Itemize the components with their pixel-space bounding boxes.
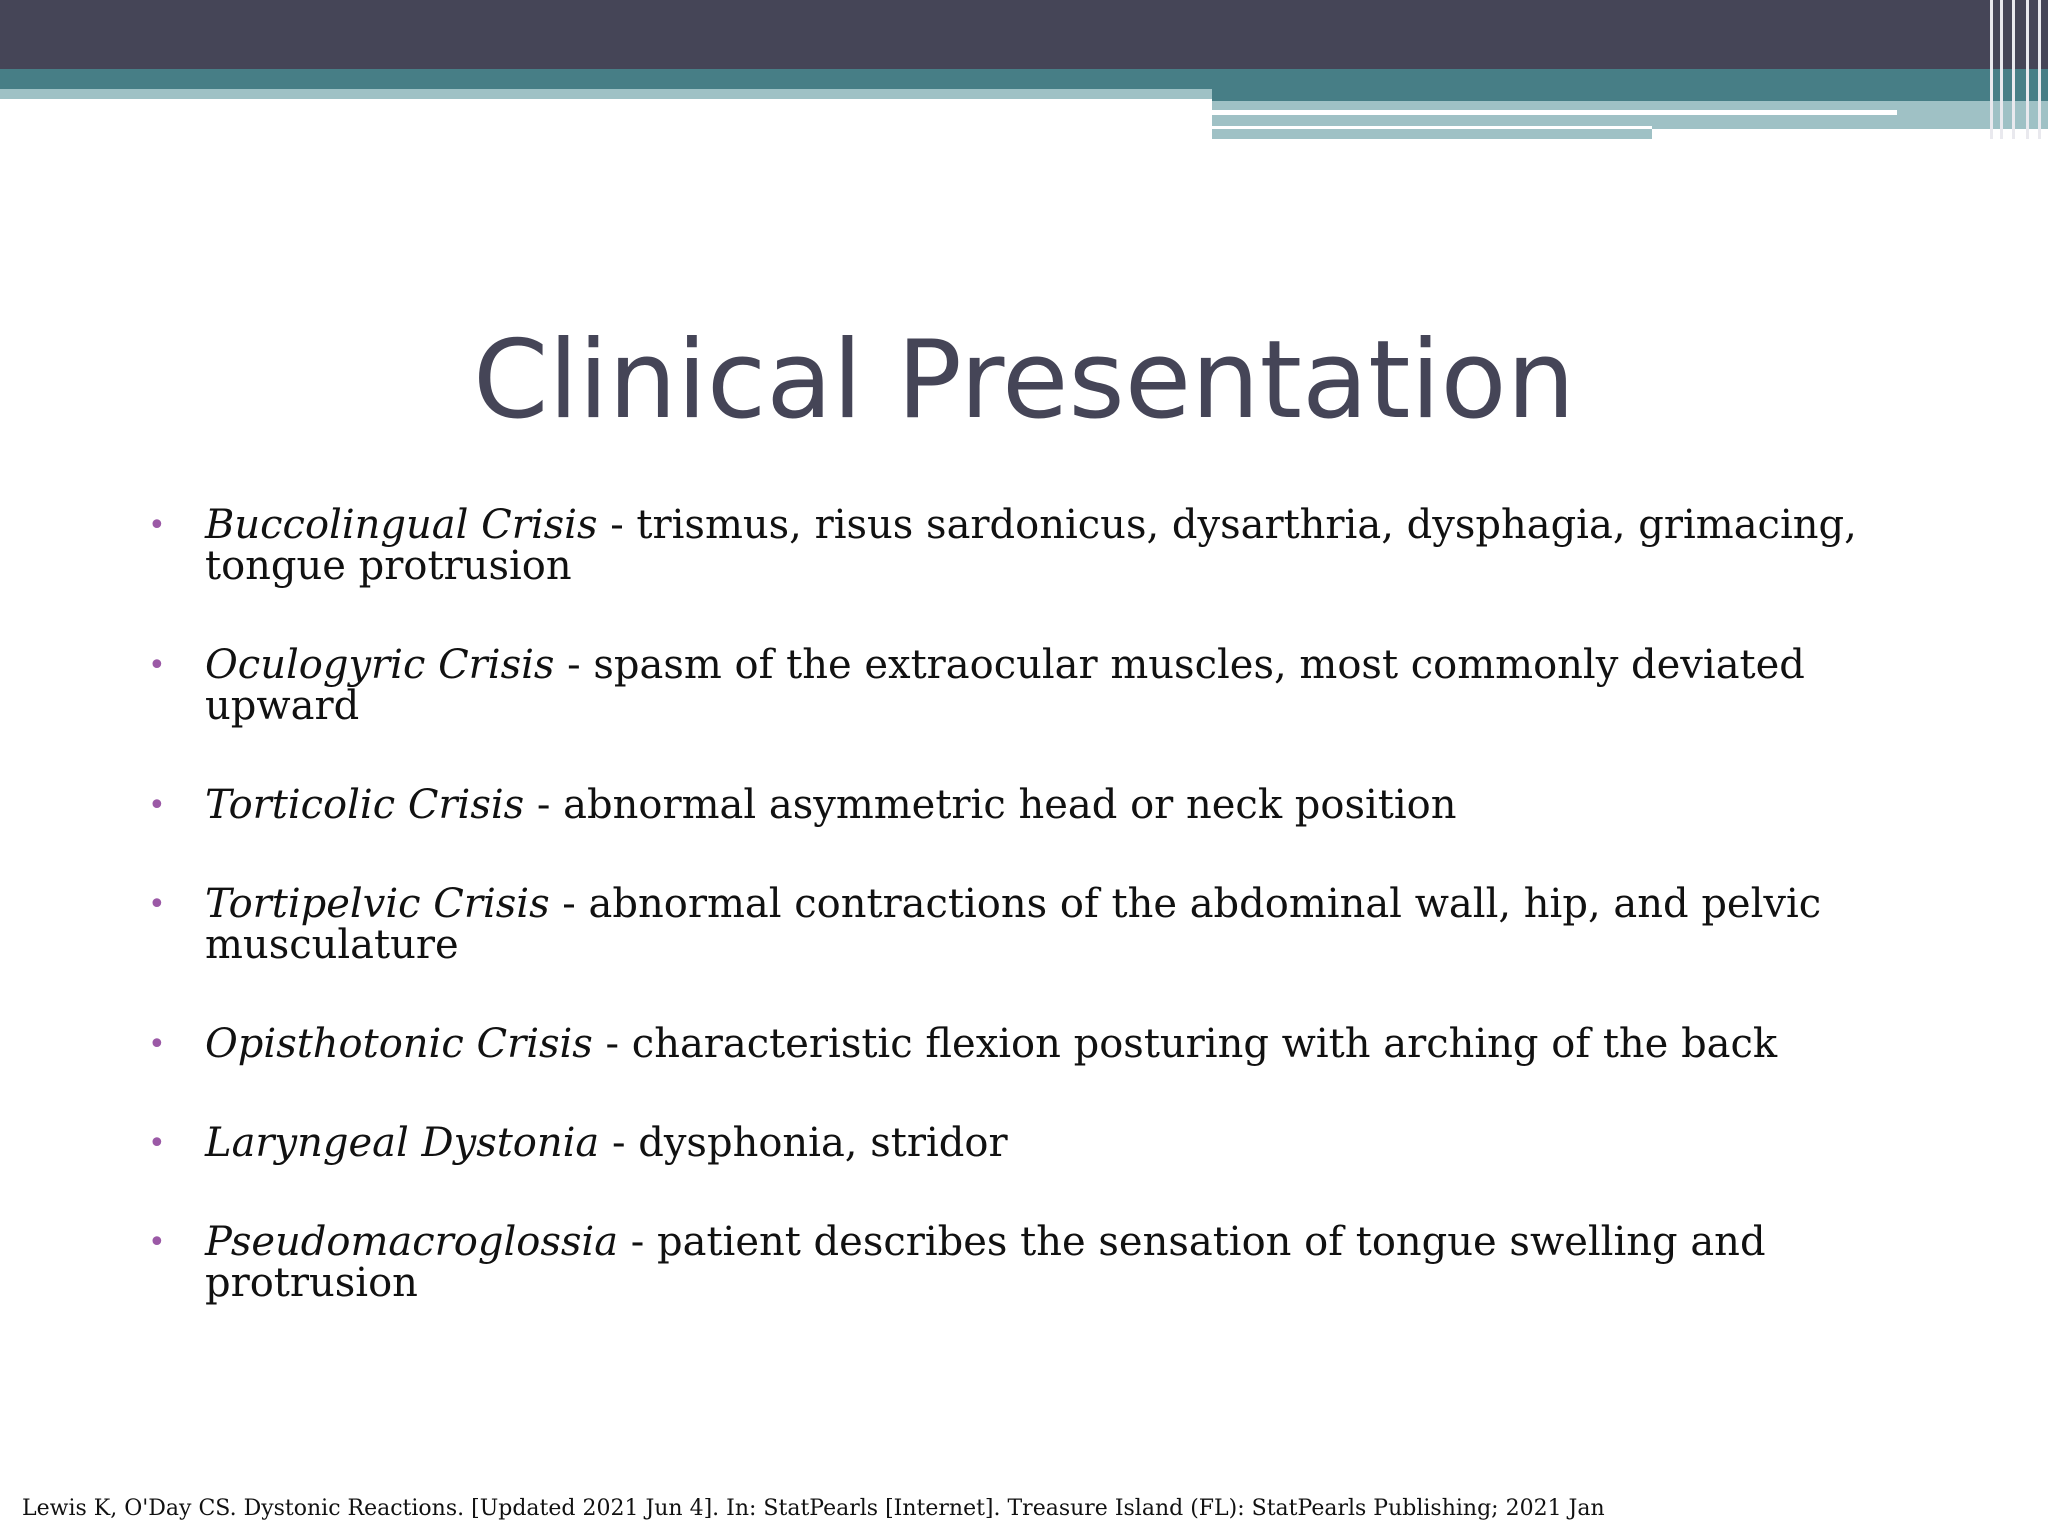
bullet-description: - dysphonia, stridor: [599, 1120, 1008, 1166]
bullet-dot-icon: •: [148, 508, 166, 543]
bullet-list: [140, 502, 1900, 1362]
bullet-term: Tortipelvic Crisis: [205, 881, 550, 927]
bullet-item: [140, 642, 1900, 729]
bullet-description: - trismus, risus sardonicus, dysarthria, dysphagia, grimacing, tongue protrusion: [205, 502, 1857, 589]
bullet-item: [140, 881, 1900, 968]
bullet-term: Oculogyric Crisis: [205, 642, 555, 688]
bullet-term: Buccolingual Crisis: [205, 502, 598, 548]
bullet-dot-icon: •: [148, 1027, 166, 1062]
bullet-dot-icon: •: [148, 1225, 166, 1260]
bullet-item: [140, 1021, 1900, 1067]
bullet-dot-icon: •: [148, 648, 166, 683]
bullet-description: - patient describes the sensation of tongue swelling and protrusion: [205, 1219, 1766, 1306]
bullet-item: [140, 782, 1900, 828]
header-bar-dark: [0, 0, 2048, 69]
bullet-item: [140, 1219, 1900, 1306]
header-stripe: [2000, 0, 2003, 139]
bullet-term: Opisthotonic Crisis: [205, 1021, 593, 1067]
bullet-dot-icon: •: [148, 887, 166, 922]
bullet-description: - abnormal asymmetric head or neck position: [524, 782, 1457, 828]
bullet-dot-icon: •: [148, 788, 166, 823]
citation-footer: Lewis K, O'Day CS. Dystonic Reactions. [Updated 2021 Jun 4]. In: StatPearls [Internet]. Treasure Island (FL): StatPearls Publishing; 2021 Jan: [22, 1496, 1605, 1521]
slide-title: Clinical Presentation: [472, 318, 1576, 443]
header-accent-line: [1212, 126, 1652, 129]
bullet-description: - characteristic flexion posturing with arching of the back: [592, 1021, 1778, 1067]
header-bar-light-left: [0, 89, 1212, 99]
bullet-item: [140, 1120, 1900, 1166]
bullet-item: [140, 502, 1900, 589]
header-stripe: [1990, 0, 1993, 139]
header-accent-line: [1212, 110, 1897, 115]
bullet-dot-icon: •: [148, 1126, 166, 1161]
header-stripe: [2026, 0, 2029, 139]
bullet-term: Laryngeal Dystonia: [205, 1120, 600, 1166]
bullet-term: Torticolic Crisis: [205, 782, 525, 828]
header-stripe: [2012, 0, 2015, 139]
bullet-description: - spasm of the extraocular muscles, most commonly deviated upward: [205, 642, 1805, 729]
bullet-term: Pseudomacroglossia: [205, 1219, 619, 1265]
header-stripe: [2038, 0, 2041, 139]
header-accent-gap: [1652, 129, 2048, 139]
header-bar-teal: [0, 69, 2048, 89]
bullet-description: - abnormal contractions of the abdominal wall, hip, and pelvic musculature: [205, 881, 1822, 968]
header-bar-teal-right: [1212, 89, 2048, 101]
